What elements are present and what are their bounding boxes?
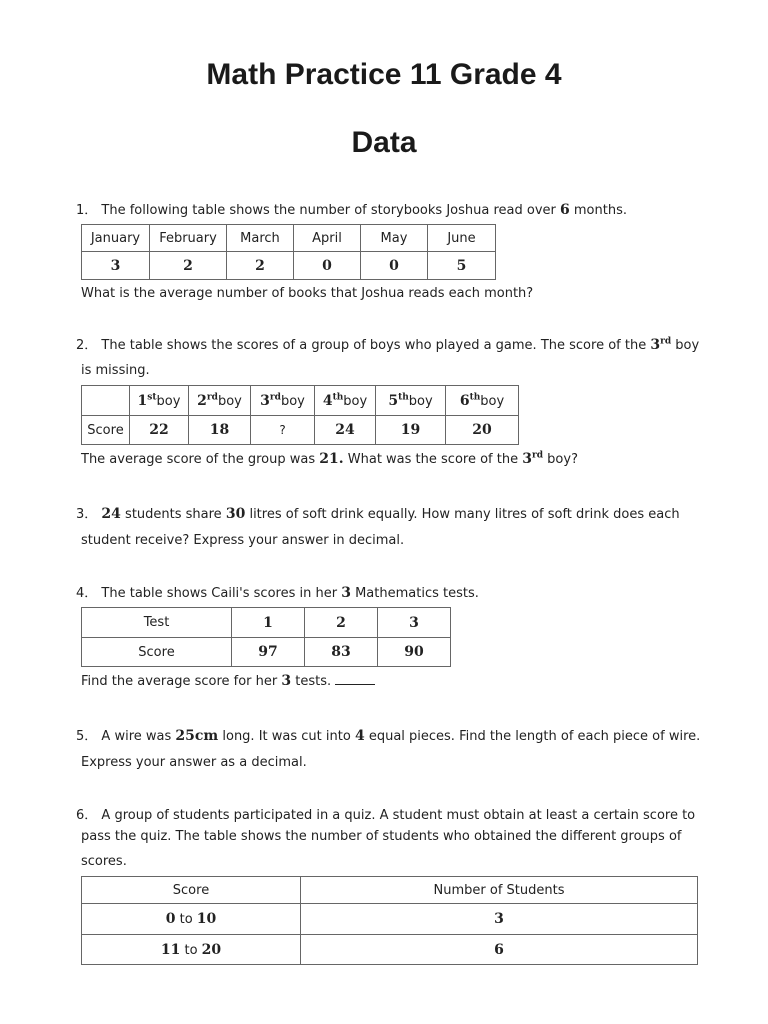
q1-value-row <box>82 252 496 280</box>
q2-header-row <box>82 386 519 416</box>
q1-number: 1． <box>76 203 98 218</box>
q4-test-row <box>82 608 451 638</box>
q2-prompt-line2: is missing. <box>81 363 150 378</box>
q4-table <box>81 607 451 667</box>
q2-score-row <box>82 416 519 445</box>
q4-test-cell: 1 <box>232 608 305 638</box>
q1-value-cell: 0 <box>294 252 361 280</box>
q2-question: The average score of the group was 21. What was the score of the 3rd boy? <box>81 450 578 467</box>
q3-prompt: 3． 24 students share 30 litres of soft drink equally. How many litres of soft drink does each <box>76 506 680 522</box>
q2-corner-cell <box>82 386 130 416</box>
q6-header-cell: Score <box>82 877 301 904</box>
q6-header-row <box>82 877 698 904</box>
q1-header-cell: February <box>150 225 227 252</box>
q4-number: 4． <box>76 586 98 601</box>
q3-number: 3． <box>76 507 98 522</box>
q4-row-label: Test <box>82 608 232 638</box>
q2-header-cell: 2rdboy <box>189 386 251 416</box>
q4-score-cell: 83 <box>305 638 378 667</box>
q4-score-cell: 97 <box>232 638 305 667</box>
q6-prompt-line2: pass the quiz. The table shows the number of students who obtained the different groups of <box>81 829 682 844</box>
q2-row-label: Score <box>82 416 130 445</box>
q1-header-cell: June <box>428 225 496 252</box>
q2-header-cell: 1stboy <box>130 386 189 416</box>
q4-question: Find the average score for her 3 tests. <box>81 672 375 689</box>
q6-score-range: 11 to 20 <box>82 935 301 965</box>
q6-header-cell: Number of Students <box>301 877 698 904</box>
q1-prompt: 1． The following table shows the number of storybooks Joshua read over 6 months. <box>76 202 627 218</box>
q2-header-cell: 6thboy <box>446 386 519 416</box>
q2-score-cell: 22 <box>130 416 189 445</box>
q5-prompt: 5． A wire was 25cm long. It was cut into 4 equal pieces. Find the length of each piece of wire. <box>76 728 701 744</box>
q1-header-row <box>82 225 496 252</box>
q2-score-cell: 18 <box>189 416 251 445</box>
q6-number: 6． <box>76 808 98 823</box>
q2-table <box>81 385 519 445</box>
q6-prompt-line3: scores. <box>81 854 127 869</box>
q6-count-cell: 3 <box>301 904 698 935</box>
q1-value-cell: 3 <box>82 252 150 280</box>
answer-blank[interactable] <box>335 672 375 685</box>
q1-value-cell: 0 <box>361 252 428 280</box>
q2-score-cell: 20 <box>446 416 519 445</box>
page-subtitle: Data <box>351 126 417 159</box>
q6-table <box>81 876 698 965</box>
q2-score-cell: ? <box>251 416 315 445</box>
q6-prompt: 6． A group of students participated in a quiz. A student must obtain at least a certain score to <box>76 808 696 823</box>
q4-score-cell: 90 <box>378 638 451 667</box>
q1-value-cell: 5 <box>428 252 496 280</box>
q1-value-cell: 2 <box>150 252 227 280</box>
q2-prompt: 2． The table shows the scores of a group of boys who played a game. The score of the 3rd boy <box>76 336 700 353</box>
q4-row-label: Score <box>82 638 232 667</box>
q2-number: 2． <box>76 338 98 353</box>
table-row <box>82 935 698 965</box>
q5-prompt-line2: Express your answer as a decimal. <box>81 755 307 770</box>
q1-header-cell: May <box>361 225 428 252</box>
q1-header-cell: March <box>227 225 294 252</box>
q2-header-cell: 3rdboy <box>251 386 315 416</box>
q1-header-cell: April <box>294 225 361 252</box>
table-row <box>82 904 698 935</box>
q2-score-cell: 19 <box>376 416 446 445</box>
q5-number: 5． <box>76 729 98 744</box>
q2-header-cell: 4thboy <box>315 386 376 416</box>
q1-table <box>81 224 496 280</box>
q1-value-cell: 2 <box>227 252 294 280</box>
q6-count-cell: 6 <box>301 935 698 965</box>
page-title: Math Practice 11 Grade 4 <box>206 58 562 91</box>
q1-header-cell: January <box>82 225 150 252</box>
q2-score-cell: 24 <box>315 416 376 445</box>
q3-prompt-line2: student receive? Express your answer in decimal. <box>81 533 405 548</box>
q4-test-cell: 3 <box>378 608 451 638</box>
q4-test-cell: 2 <box>305 608 378 638</box>
q2-header-cell: 5thboy <box>376 386 446 416</box>
q4-score-row <box>82 638 451 667</box>
q4-prompt: 4． The table shows Caili's scores in her 3 Mathematics tests. <box>76 585 479 601</box>
q6-score-range: 0 to 10 <box>82 904 301 935</box>
q1-question: What is the average number of books that Joshua reads each month? <box>81 286 534 301</box>
